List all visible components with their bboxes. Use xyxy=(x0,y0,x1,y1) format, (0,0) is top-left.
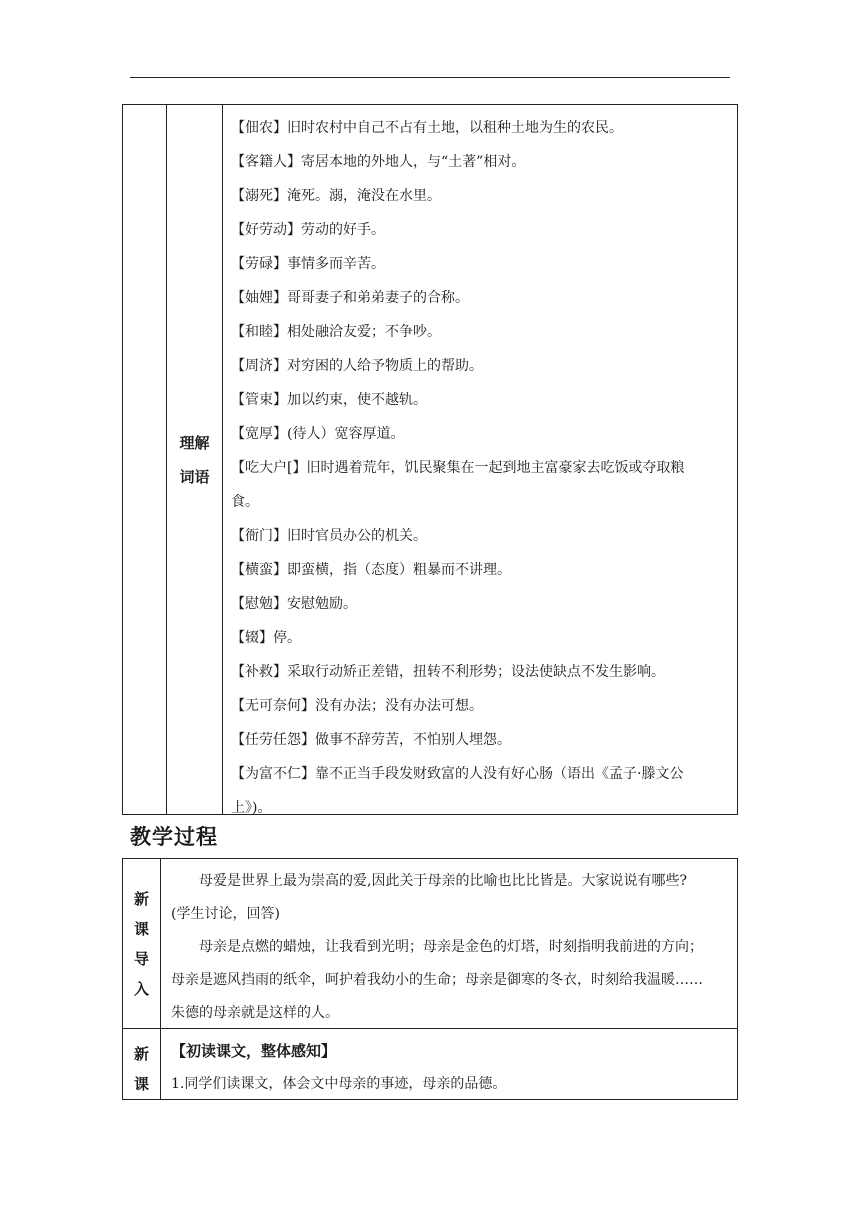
vocab-entry: 【好劳动】劳动的好手。 xyxy=(231,222,385,238)
intro-row xyxy=(123,859,737,1029)
vocab-entries xyxy=(223,105,737,814)
vocab-entry: 【吃大户[】旧时遇着荒年，饥民聚集在一起到地主富豪家去吃饭或夺取粮 xyxy=(231,460,685,476)
intro-label-char: 入 xyxy=(133,979,149,998)
vocab-entry: 【溺死】淹死。溺，淹没在水里。 xyxy=(231,188,441,204)
vocab-blank-cell xyxy=(123,105,167,814)
vocab-entry: 【周济】对穷困的人给予物质上的帮助。 xyxy=(231,358,483,374)
intro-para1-line2: (学生讨论，回答) xyxy=(171,906,280,922)
intro-para1-line1: 母爱是世界上最为崇高的爱,因此关于母亲的比喻也比比皆是。大家说说有哪些? xyxy=(199,873,687,889)
intro-label-cell xyxy=(123,859,161,1028)
vocab-entry: 【为富不仁】靠不正当手段发财致富的人没有好心肠（语出《孟子·滕文公 xyxy=(231,766,684,782)
vocab-entry: 【宽厚】(待人）宽容厚道。 xyxy=(231,426,405,442)
section-title: 教学过程 xyxy=(130,825,218,849)
vocab-table xyxy=(122,104,738,815)
new-lesson-label-char: 新 xyxy=(133,1045,149,1063)
vocab-entry: 【佃农】旧时农村中自己不占有土地，以租种土地为生的农民。 xyxy=(231,120,623,136)
vocab-entry: 【辍】停。 xyxy=(231,630,301,646)
vocab-entry: 【无可奈何】没有办法；没有办法可想。 xyxy=(231,698,483,714)
new-lesson-row xyxy=(123,1029,737,1099)
vocab-entry: 【横蛮】即蛮横，指（态度）粗暴而不讲理。 xyxy=(231,562,511,578)
intro-label-char: 课 xyxy=(133,919,149,938)
vocab-entry: 食。 xyxy=(231,494,259,510)
new-lesson-body xyxy=(161,1029,737,1099)
vocab-entry: 【妯娌】哥哥妻子和弟弟妻子的合称。 xyxy=(231,290,469,306)
vocab-entry: 【客籍人】寄居本地的外地人，与“土著”相对。 xyxy=(231,154,526,170)
header-rule xyxy=(130,77,730,78)
vocab-entry: 【衙门】旧时官员办公的机关。 xyxy=(231,528,427,544)
vocab-entry: 上》)。 xyxy=(231,800,272,816)
vocab-entry: 【任劳任怨】做事不辞劳苦，不怕别人埋怨。 xyxy=(231,732,511,748)
vocab-entry: 【管束】加以约束，使不越轨。 xyxy=(231,392,427,408)
vocab-entry: 【劳碌】事情多而辛苦。 xyxy=(231,256,385,272)
process-table xyxy=(122,858,738,1100)
vocab-label-line2: 词语 xyxy=(179,467,210,486)
intro-body xyxy=(161,859,737,1028)
intro-para2-line1: 母亲是点燃的蜡烛，让我看到光明；母亲是金色的灯塔，时刻指明我前进的方向； xyxy=(199,939,703,955)
new-lesson-subhead: 【初读课文，整体感知】 xyxy=(171,1042,337,1060)
vocab-entry: 【和睦】相处融洽友爱；不争吵。 xyxy=(231,324,441,340)
new-lesson-item: 1.同学们读课文，体会文中母亲的事迹，母亲的品德。 xyxy=(171,1076,507,1092)
intro-para2-line3: 朱德的母亲就是这样的人。 xyxy=(171,1005,339,1021)
vocab-entry: 【慰勉】安慰勉励。 xyxy=(231,596,357,612)
new-lesson-label-char: 课 xyxy=(133,1075,149,1093)
intro-label-char: 新 xyxy=(133,889,149,908)
intro-label-char: 导 xyxy=(133,949,149,968)
intro-para2-line2: 母亲是遮风挡雨的纸伞，呵护着我幼小的生命；母亲是御寒的冬衣，时刻给我温暖…… xyxy=(171,972,703,988)
vocab-entry: 【补救】采取行动矫正差错，扭转不利形势；设法使缺点不发生影响。 xyxy=(231,664,665,680)
vocab-label-cell xyxy=(167,105,223,814)
vocab-label-line1: 理解 xyxy=(179,433,210,452)
new-lesson-label-cell xyxy=(123,1029,161,1099)
